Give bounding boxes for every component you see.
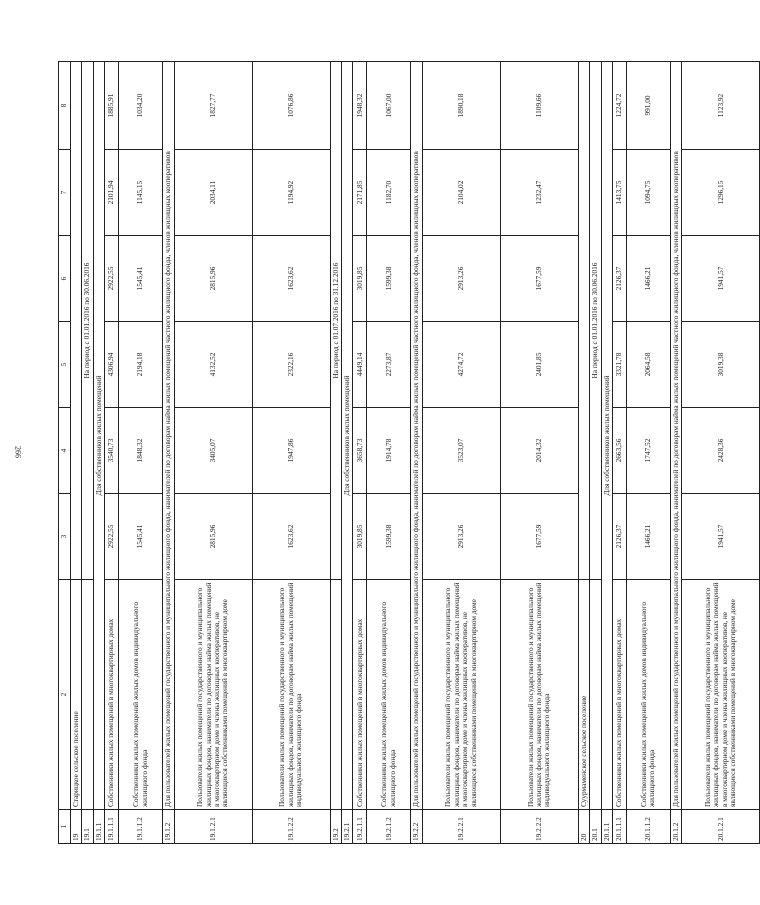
table-row xyxy=(105,62,119,844)
tariff-value: 3405,07 xyxy=(174,408,252,494)
tariff-value: 1034,20 xyxy=(119,62,163,150)
tariff-value: 2428,36 xyxy=(682,408,760,494)
table-row xyxy=(682,62,760,844)
tariff-value: 1827,77 xyxy=(174,62,252,150)
tariff-value: 1109,66 xyxy=(500,62,578,150)
period-label: На период с 01.01.2016 по 30.06.2016 xyxy=(82,62,93,580)
column-number: 3 xyxy=(59,494,71,580)
row-code: 19.1.1 xyxy=(93,810,104,844)
tariff-value: 1466,21 xyxy=(626,236,670,322)
section-title: Старицкое сельское поселение xyxy=(71,580,82,810)
tariff-value: 1232,47 xyxy=(500,150,578,236)
tariff-value: 1545,41 xyxy=(119,494,163,580)
tariff-value: 1623,62 xyxy=(252,494,330,580)
group-label: Для пользователей жилых помещений государственного и муниципального жилищного фонда, нанимателей по договорам найма жилых помещений частного жилищного фонда, членов жилищных кооперативов xyxy=(163,62,174,810)
row-code: 19.1 xyxy=(82,810,93,844)
row-code: 20 xyxy=(578,810,589,844)
period-row xyxy=(330,62,341,844)
tariff-value: 1545,41 xyxy=(119,236,163,322)
group-row xyxy=(93,62,104,844)
row-description: Собственники жилых помещений в многоквартирных домах xyxy=(105,580,119,810)
period-label: На период с 01.01.2016 по 30.06.2016 xyxy=(590,62,601,580)
table-row xyxy=(119,62,163,844)
tariff-value: 3523,07 xyxy=(422,408,500,494)
empty-cell xyxy=(82,580,93,810)
period-row xyxy=(590,62,601,844)
tariff-value: 1123,92 xyxy=(682,62,760,150)
tariff-value: 1941,57 xyxy=(682,494,760,580)
group-row xyxy=(163,62,174,844)
table-row xyxy=(353,62,367,844)
table-row xyxy=(500,62,578,844)
table-row xyxy=(612,62,626,844)
table-row xyxy=(367,62,411,844)
period-label: На период с 01.07.2016 по 31.12.2016 xyxy=(330,62,341,580)
empty-cell xyxy=(578,62,589,580)
tariff-value: 4274,72 xyxy=(422,322,500,408)
tariff-value: 1145,15 xyxy=(119,150,163,236)
tariff-value: 3321,78 xyxy=(612,322,626,408)
tariff-value: 1224,72 xyxy=(612,62,626,150)
tariff-value: 2273,87 xyxy=(367,322,411,408)
group-label: Для пользователей жилых помещений государственного и муниципального жилищного фонда, нанимателей по договорам найма жилых помещений частного жилищного фонда, членов жилищных кооперативов xyxy=(411,62,422,810)
row-code: 19.2.2.2 xyxy=(500,810,578,844)
row-description: Пользователи жилых помещений государственного и муниципального жилищных фондов, наниматели по договорам найма жилых помещений в многоквартирном доме и члены жилищных кооперативов, не являющиеся собственниками помещений в многоквартирном доме xyxy=(174,580,252,810)
row-code: 19.1.2.2 xyxy=(252,810,330,844)
section-row xyxy=(71,62,82,844)
empty-cell xyxy=(590,580,601,810)
tariff-value: 1194,92 xyxy=(252,150,330,236)
column-number-row xyxy=(59,62,71,844)
row-code: 19.2.1 xyxy=(341,810,352,844)
tariff-value: 3019,85 xyxy=(353,494,367,580)
row-description: Пользователи жилых помещений государственного и муниципального жилищных фондов, наниматели по договорам найма жилых помещений в многоквартирном доме и члены жилищных кооперативов, не являющиеся собственниками помещений в многоквартирном доме xyxy=(682,580,760,810)
column-number: 6 xyxy=(59,236,71,322)
tariff-value: 1941,57 xyxy=(682,236,760,322)
tariff-value: 2014,32 xyxy=(500,408,578,494)
tariff-value: 3540,73 xyxy=(105,408,119,494)
group-row xyxy=(411,62,422,844)
tariff-value: 3658,73 xyxy=(353,408,367,494)
column-number: 4 xyxy=(59,408,71,494)
tariff-value: 2922,55 xyxy=(105,494,119,580)
row-description: Собственники жилых помещений жилых домов индивидуального жилищного фонда xyxy=(367,580,411,810)
tariff-value: 2913,26 xyxy=(422,236,500,322)
row-code: 19.1.2.1 xyxy=(174,810,252,844)
group-row xyxy=(341,62,352,844)
row-description: Пользователи жилых помещений государственного и муниципального жилищных фондов, наниматели по договорам найма жилых помещений индивидуального жилищного фонда xyxy=(500,580,578,810)
tariff-value: 1947,86 xyxy=(252,408,330,494)
row-code: 19.1.2 xyxy=(163,810,174,844)
tariff-value: 1182,70 xyxy=(367,150,411,236)
tariff-value: 1914,78 xyxy=(367,408,411,494)
table-row xyxy=(626,62,670,844)
tariff-value: 2171,85 xyxy=(353,150,367,236)
group-row xyxy=(601,62,612,844)
tariff-value: 1466,21 xyxy=(626,494,670,580)
tariff-value: 2322,16 xyxy=(252,322,330,408)
tariff-value: 1747,52 xyxy=(626,408,670,494)
table-row xyxy=(422,62,500,844)
tariff-value: 2126,37 xyxy=(612,494,626,580)
tariff-value: 3019,38 xyxy=(682,322,760,408)
tariff-value: 2194,18 xyxy=(119,322,163,408)
row-code: 19.1.1.1 xyxy=(105,810,119,844)
tariff-value: 991,00 xyxy=(626,62,670,150)
table-body xyxy=(59,62,760,844)
tariff-value: 1677,59 xyxy=(500,494,578,580)
tariff-value: 1599,38 xyxy=(367,494,411,580)
tariff-value: 3019,85 xyxy=(353,236,367,322)
row-code: 20.1.1.1 xyxy=(612,810,626,844)
row-code: 20.1.2.1 xyxy=(682,810,760,844)
column-number: 5 xyxy=(59,322,71,408)
tariff-value: 1094,75 xyxy=(626,150,670,236)
column-number: 7 xyxy=(59,150,71,236)
tariff-value: 1890,18 xyxy=(422,62,500,150)
tariff-value: 2815,96 xyxy=(174,494,252,580)
tariff-value: 2815,96 xyxy=(174,236,252,322)
rotated-page-content xyxy=(58,62,738,844)
tariff-value: 1067,00 xyxy=(367,62,411,150)
row-code: 19.1.1.2 xyxy=(119,810,163,844)
period-row xyxy=(82,62,93,844)
tariff-value: 4449,14 xyxy=(353,322,367,408)
tariff-value: 1848,32 xyxy=(119,408,163,494)
row-description: Собственники жилых помещений жилых домов индивидуального жилищного фонда xyxy=(626,580,670,810)
row-code: 20.1 xyxy=(590,810,601,844)
empty-cell xyxy=(330,580,341,810)
group-label: Для пользователей жилых помещений государственного и муниципального жилищного фонда, нанимателей по договорам найма жилых помещений частного жилищного фонда, членов жилищных кооперативов xyxy=(670,62,681,810)
section-title: Суурмаменское сельское поселение xyxy=(578,580,589,810)
tariff-value: 2034,11 xyxy=(174,150,252,236)
tariff-value: 2104,02 xyxy=(422,150,500,236)
tariff-value: 2064,58 xyxy=(626,322,670,408)
row-code: 19.2.1.1 xyxy=(353,810,367,844)
row-description: Собственники жилых помещений жилых домов индивидуального жилищного фонда xyxy=(119,580,163,810)
tariff-value: 4132,52 xyxy=(174,322,252,408)
tariff-value: 1677,59 xyxy=(500,236,578,322)
tariff-value: 1296,15 xyxy=(682,150,760,236)
tariff-value: 2401,85 xyxy=(500,322,578,408)
group-label: Для собственников жилых помещений xyxy=(601,62,612,810)
row-description: Пользователи жилых помещений государственного и муниципального жилищных фондов, наниматели по договорам найма жилых помещений в многоквартирном доме и члены жилищных кооперативов, не являющиеся собственниками помещений в многоквартирном доме xyxy=(422,580,500,810)
tariff-value: 2913,26 xyxy=(422,494,500,580)
section-row xyxy=(578,62,589,844)
tariff-value: 2663,56 xyxy=(612,408,626,494)
row-code: 19.2.2 xyxy=(411,810,422,844)
tariff-value: 1885,91 xyxy=(105,62,119,150)
table-row xyxy=(174,62,252,844)
tariff-value: 1076,86 xyxy=(252,62,330,150)
row-code: 19.2.1.2 xyxy=(367,810,411,844)
group-label: Для собственников жилых помещений xyxy=(341,62,352,810)
page-number: 266 xyxy=(13,446,23,458)
table-row xyxy=(252,62,330,844)
row-code: 19.2.2.1 xyxy=(422,810,500,844)
tariff-table xyxy=(58,61,760,844)
row-code: 19 xyxy=(71,810,82,844)
tariff-value: 4306,94 xyxy=(105,322,119,408)
tariff-value: 1623,62 xyxy=(252,236,330,322)
column-number: 2 xyxy=(59,580,71,810)
tariff-value: 1413,75 xyxy=(612,150,626,236)
row-code: 20.1.1.2 xyxy=(626,810,670,844)
tariff-value: 2126,37 xyxy=(612,236,626,322)
tariff-value: 2922,55 xyxy=(105,236,119,322)
column-number: 8 xyxy=(59,62,71,150)
row-code: 20.1.2 xyxy=(670,810,681,844)
tariff-value: 1948,32 xyxy=(353,62,367,150)
group-row xyxy=(670,62,681,844)
row-description: Пользователи жилых помещений государственного и муниципального жилищных фондов, наниматели по договорам найма жилых помещений индивидуального жилищного фонда xyxy=(252,580,330,810)
tariff-value: 2101,94 xyxy=(105,150,119,236)
empty-cell xyxy=(71,62,82,580)
row-code: 20.1.1 xyxy=(601,810,612,844)
tariff-value: 1599,38 xyxy=(367,236,411,322)
row-description: Собственники жилых помещений в многоквартирных домах xyxy=(353,580,367,810)
column-number: 1 xyxy=(59,810,71,844)
group-label: Для собственников жилых помещений xyxy=(93,62,104,810)
row-code: 19.2 xyxy=(330,810,341,844)
row-description: Собственники жилых помещений в многоквартирных домах xyxy=(612,580,626,810)
